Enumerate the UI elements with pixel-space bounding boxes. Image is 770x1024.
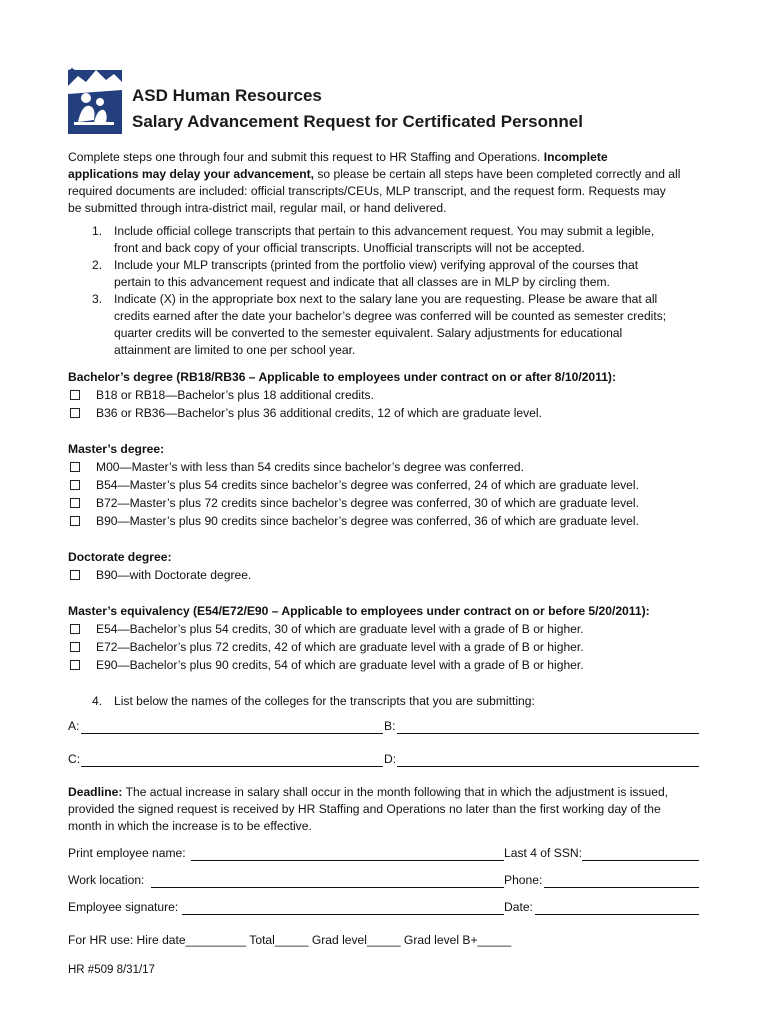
hr-use-line: For HR use: Hire date_________ Total_____ Grad level_____ Grad level B+_____ <box>68 933 512 947</box>
asd-logo <box>68 64 122 134</box>
checkbox[interactable] <box>70 408 80 418</box>
intro-line-1: Complete steps one through four and submit this request to HR Staffing and Operations. Incomplete <box>68 150 608 164</box>
date-label: Date: <box>504 900 533 914</box>
intro-line-2: applications may delay your advancement, so please be certain all steps have been completed correctly and all <box>68 167 681 181</box>
option-doctorate-b90: B90—with Doctorate degree. <box>70 567 251 585</box>
college-d-input[interactable] <box>397 765 699 767</box>
checkbox[interactable] <box>70 660 80 670</box>
intro-line-4: be submitted through intra-district mail, regular mail, or hand delivered. <box>68 201 447 215</box>
college-a-label: A: <box>68 719 80 733</box>
section-heading-doctorate: Doctorate degree: <box>68 550 172 564</box>
college-d-label: D: <box>384 752 397 766</box>
college-a-input[interactable] <box>81 732 383 734</box>
checkbox[interactable] <box>70 624 80 634</box>
college-b-label: B: <box>384 719 396 733</box>
section-heading-bachelors: Bachelor’s degree (RB18/RB36 – Applicable to employees under contract on or after 8/10/2011): <box>68 370 616 384</box>
deadline-line-3: month in which the increase is to be effective. <box>68 819 312 833</box>
option-b18: B18 or RB18—Bachelor’s plus 18 additional credits. <box>70 387 374 405</box>
option-e90: E90—Bachelor’s plus 90 credits, 54 of which are graduate level with a grade of B or higher. <box>70 657 584 675</box>
checkbox[interactable] <box>70 516 80 526</box>
college-c-label: C: <box>68 752 81 766</box>
option-b54: B54—Master’s plus 54 credits since bachelor’s degree was conferred, 24 of which are graduate level. <box>70 477 639 495</box>
form-number: HR #509 8/31/17 <box>68 964 155 976</box>
phone-input[interactable] <box>544 886 699 888</box>
employee-name-label: Print employee name: <box>68 846 186 860</box>
option-b72: B72—Master’s plus 72 credits since bachelor’s degree was conferred, 30 of which are graduate level. <box>70 495 639 513</box>
college-b-input[interactable] <box>397 732 699 734</box>
org-title: ASD Human Resources <box>132 86 322 105</box>
work-location-label: Work location: <box>68 873 145 887</box>
option-e72: E72—Bachelor’s plus 72 credits, 42 of which are graduate level with a grade of B or higher. <box>70 639 584 657</box>
form-title: Salary Advancement Request for Certificated Personnel <box>132 112 583 131</box>
ssn-label: Last 4 of SSN: <box>504 846 582 860</box>
checkbox[interactable] <box>70 642 80 652</box>
deadline-line-1: Deadline: The actual increase in salary shall occur in the month following that in which the adjustment is issued, <box>68 785 669 799</box>
option-m00: M00—Master’s with less than 54 credits since bachelor’s degree was conferred. <box>70 459 524 477</box>
signature-label: Employee signature: <box>68 900 179 914</box>
phone-label: Phone: <box>504 873 543 887</box>
checkbox[interactable] <box>70 498 80 508</box>
option-b36: B36 or RB36—Bachelor’s plus 36 additional credits, 12 of which are graduate level. <box>70 405 542 423</box>
section-heading-masters: Master’s degree: <box>68 442 165 456</box>
intro-line-3: required documents are included: official transcripts/CEUs, MLP transcript, and the request form. Requests may <box>68 184 666 198</box>
college-c-input[interactable] <box>81 765 383 767</box>
checkbox[interactable] <box>70 570 80 580</box>
date-input[interactable] <box>535 913 699 915</box>
deadline-line-2: provided the signed request is received by HR Staffing and Operations no later than the first working day of the <box>68 802 661 816</box>
option-e54: E54—Bachelor’s plus 54 credits, 30 of which are graduate level with a grade of B or higher. <box>70 621 584 639</box>
checkbox[interactable] <box>70 390 80 400</box>
signature-input[interactable] <box>182 913 504 915</box>
ssn-input[interactable] <box>582 859 699 861</box>
work-location-input[interactable] <box>151 886 504 888</box>
checkbox[interactable] <box>70 462 80 472</box>
checkbox[interactable] <box>70 480 80 490</box>
employee-name-input[interactable] <box>191 859 504 861</box>
option-b90: B90—Master’s plus 90 credits since bachelor’s degree was conferred, 36 of which are graduate level. <box>70 513 639 531</box>
section-heading-equivalency: Master’s equivalency (E54/E72/E90 – Applicable to employees under contract on or before 5/20/2011): <box>68 604 650 618</box>
